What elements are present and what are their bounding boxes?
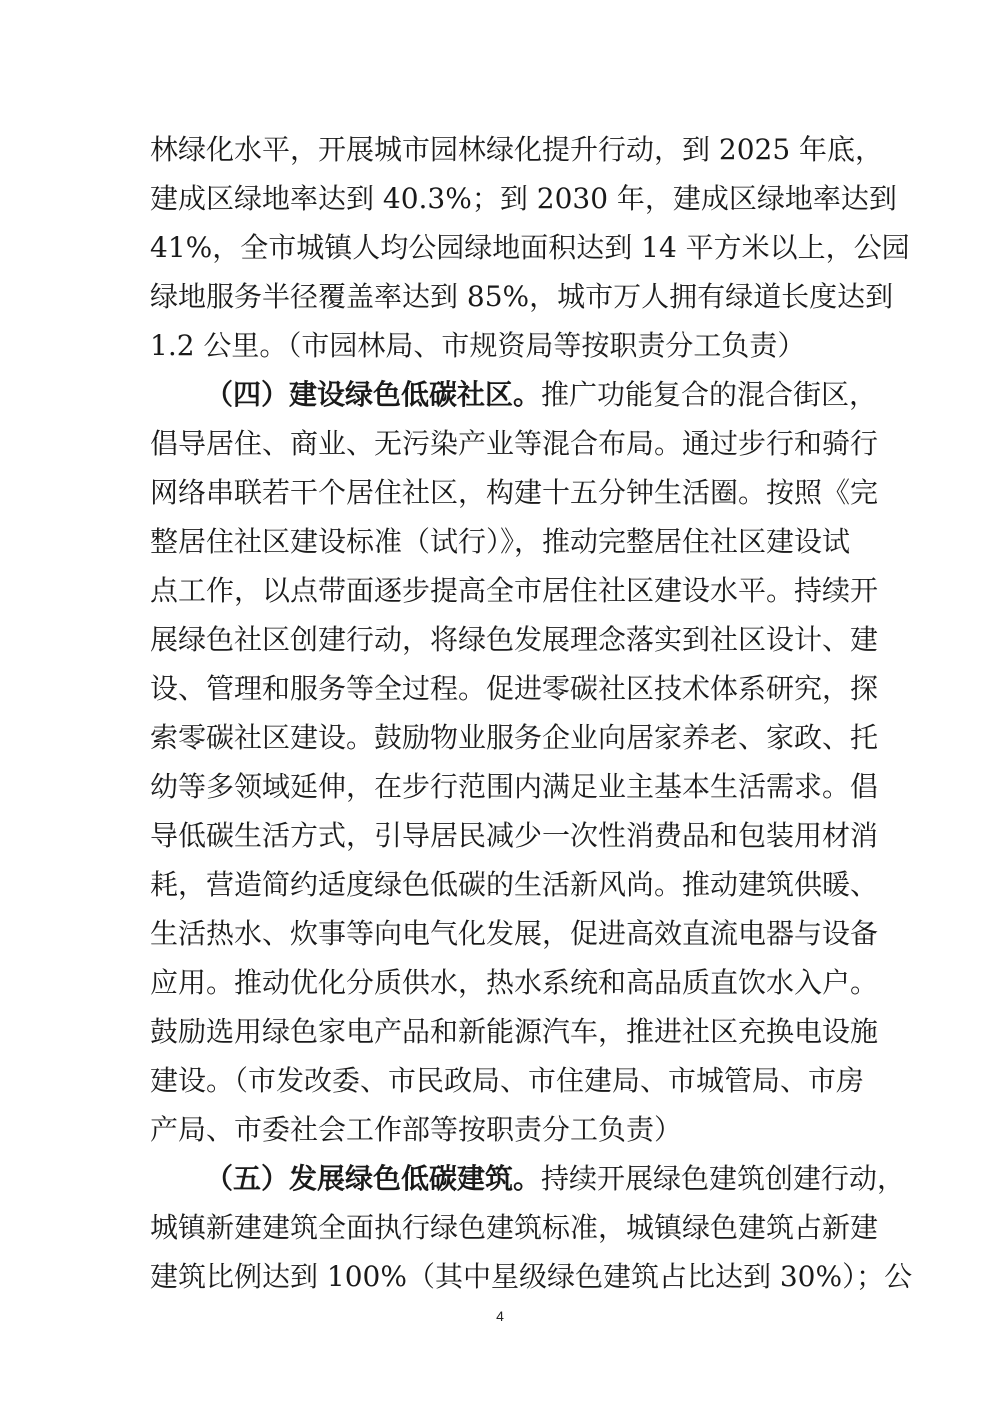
- paragraph-line: 网络串联若干个居住社区，构建十五分钟生活圈。按照《完: [150, 476, 879, 509]
- page-number: 4: [496, 1308, 504, 1324]
- paragraph-line: 展绿色社区创建行动，将绿色发展理念落实到社区设计、建: [150, 623, 879, 656]
- paragraph-line: 点工作，以点带面逐步提高全市居住社区建设水平。持续开: [150, 574, 879, 607]
- paragraph-line: 导低碳生活方式，引导居民减少一次性消费品和包装用材消: [150, 819, 879, 852]
- paragraph-line: 倡导居住、商业、无污染产业等混合布局。通过步行和骑行: [150, 427, 879, 460]
- paragraph-text: 推广功能复合的混合街区，: [541, 378, 878, 411]
- section-5-first-line: [205, 1159, 906, 1199]
- paragraph-line: 幼等多领域延伸，在步行范围内满足业主基本生活需求。倡: [150, 770, 879, 803]
- paragraph-line: 鼓励选用绿色家电产品和新能源汽车，推进社区充换电设施: [150, 1015, 879, 1048]
- paragraph-line: 建设。（市发改委、市民政局、市住建局、市城管局、市房: [150, 1064, 865, 1097]
- paragraph-line: 索零碳社区建设。鼓励物业服务企业向居家养老、家政、托: [150, 721, 879, 754]
- paragraph-line: 城镇新建建筑全面执行绿色建筑标准，城镇绿色建筑占新建: [150, 1211, 879, 1244]
- section-heading: （五）发展绿色低碳建筑。: [205, 1162, 542, 1195]
- paragraph-line: 生活热水、炊事等向电气化发展，促进高效直流电器与设备: [150, 917, 879, 950]
- paragraph-line: 1.2 公里。（市园林局、市规资局等按职责分工负责）: [150, 329, 806, 362]
- paragraph-line: 41%，全市城镇人均公园绿地面积达到 14 平方米以上，公园: [150, 231, 910, 264]
- section-4-first-line: [205, 375, 878, 415]
- paragraph-line: 应用。推动优化分质供水，热水系统和高品质直饮水入户。: [150, 966, 879, 999]
- paragraph-line: 建筑比例达到 100%（其中星级绿色建筑占比达到 30%）；公: [150, 1260, 913, 1293]
- paragraph-text: 持续开展绿色建筑创建行动，: [541, 1162, 906, 1195]
- paragraph-line: 设、管理和服务等全过程。促进零碳社区技术体系研究，探: [150, 672, 879, 705]
- paragraph-line: 耗，营造简约适度绿色低碳的生活新风尚。推动建筑供暖、: [150, 868, 879, 901]
- section-heading: （四）建设绿色低碳社区。: [205, 378, 542, 411]
- paragraph-line: 整居住社区建设标准（试行）》，推动完整居住社区建设试: [150, 525, 851, 558]
- paragraph-line: 产局、市委社会工作部等按职责分工负责）: [150, 1113, 683, 1146]
- paragraph-line: 绿地服务半径覆盖率达到 85%，城市万人拥有绿道长度达到: [150, 280, 894, 313]
- paragraph-line: 建成区绿地率达到 40.3%；到 2030 年，建成区绿地率达到: [150, 182, 897, 215]
- paragraph-line: 林绿化水平，开展城市园林绿化提升行动，到 2025 年底，: [150, 133, 884, 166]
